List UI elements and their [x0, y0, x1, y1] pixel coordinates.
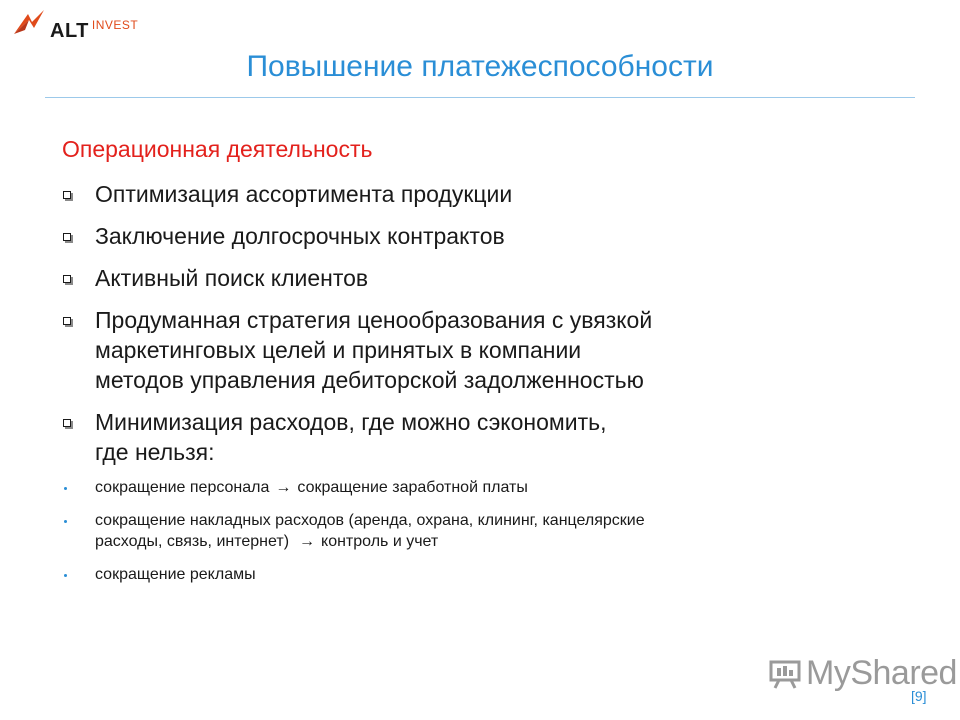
list-item-text-line: Минимизация расходов, где можно сэкономить,	[95, 409, 607, 435]
list-item-text: Оптимизация ассортимента продукции	[95, 181, 513, 207]
list-item	[62, 221, 882, 251]
square-bullet-icon	[63, 317, 71, 325]
slide-content	[62, 136, 882, 597]
myshared-watermark	[768, 654, 957, 693]
logo-alt-text: ALT	[50, 20, 89, 42]
list-item-text-line: методов управления дебиторской задолженностью	[95, 367, 644, 393]
page-number: [9]	[911, 688, 927, 704]
sub-item-text: контроль и учет	[321, 533, 439, 550]
dot-bullet-icon	[64, 574, 67, 577]
list-item-text-line: маркетинговых целей и принятых в компании	[95, 337, 582, 363]
right-arrow-icon: →	[299, 533, 316, 550]
sub-item-text: сокращение накладных расходов (аренда, охрана, клининг, канцелярские	[95, 512, 645, 529]
list-item	[62, 263, 882, 293]
sub-list-item	[62, 564, 882, 585]
square-bullet-icon	[63, 275, 71, 283]
list-item	[62, 407, 882, 467]
list-item-text: Заключение долгосрочных контрактов	[95, 223, 505, 249]
list-item-text-line: где нельзя:	[95, 439, 215, 465]
logo-invest-text: INVEST	[91, 18, 139, 32]
slide-title: Повышение платежеспособности	[246, 50, 714, 83]
dot-bullet-icon	[64, 520, 67, 523]
square-bullet-icon	[63, 233, 71, 241]
title-underline	[45, 97, 915, 98]
alt-invest-logo	[12, 8, 138, 43]
section-heading: Операционная деятельность	[62, 136, 373, 162]
list-item-text-line: Продуманная стратегия ценообразования с увязкой	[95, 307, 653, 333]
main-bullet-list	[62, 179, 882, 467]
square-bullet-icon	[63, 191, 71, 199]
list-item	[62, 305, 882, 395]
sub-bullet-list	[62, 477, 882, 585]
sub-item-text: расходы, связь, интернет)	[95, 533, 290, 550]
dot-bullet-icon	[64, 487, 67, 490]
sub-item-text: сокращение персонала	[95, 479, 270, 496]
sub-item-text: сокращение рекламы	[95, 566, 256, 583]
watermark-text: MyShared	[806, 654, 957, 692]
sub-list-item	[62, 477, 882, 498]
presentation-board-icon	[768, 659, 802, 689]
list-item	[62, 179, 882, 209]
square-bullet-icon	[63, 419, 71, 427]
sub-item-text: сокращение заработной платы	[297, 479, 528, 496]
sub-list-item	[62, 510, 882, 552]
right-arrow-icon: →	[275, 479, 292, 496]
logo-bird-icon	[12, 8, 46, 36]
list-item-text: Активный поиск клиентов	[95, 265, 369, 291]
